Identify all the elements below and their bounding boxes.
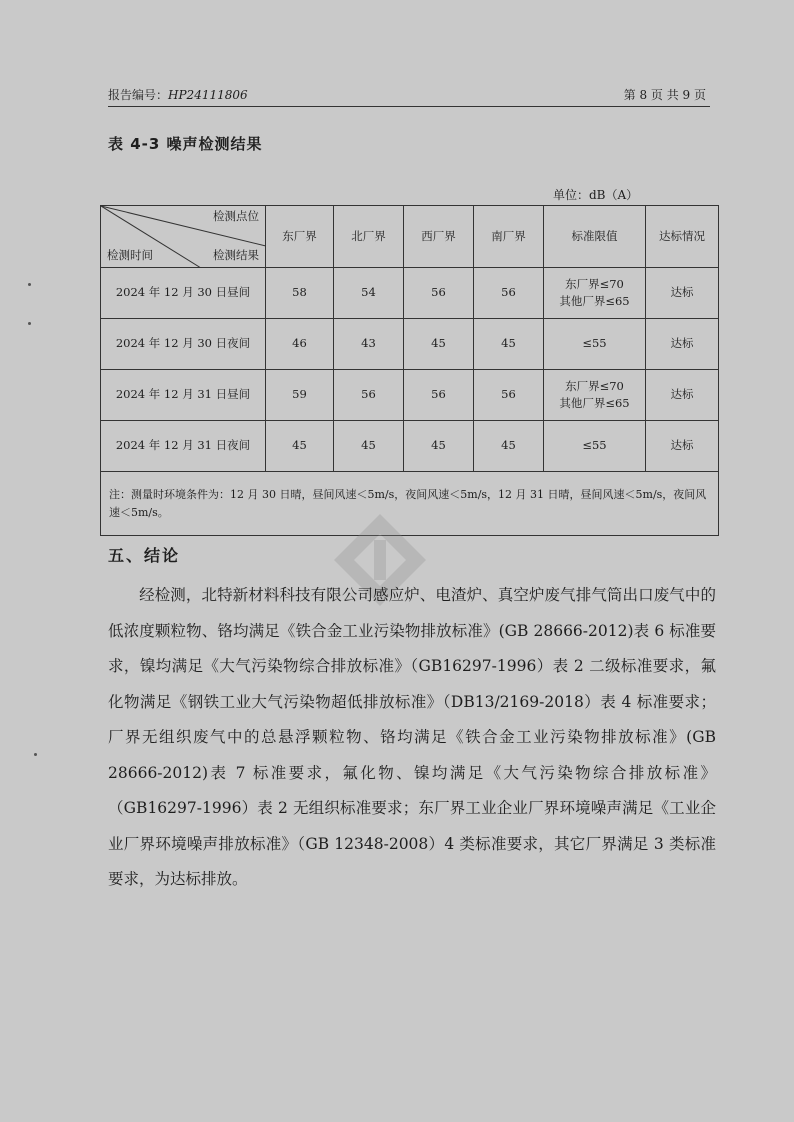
value-south: 56 [474,370,544,421]
table-row [101,421,719,472]
page-info: 第 8 页 共 9 页 [623,88,706,102]
value-north: 43 [334,319,404,370]
unit-label: 单位：dB（A） [553,188,639,202]
value-south: 56 [474,268,544,319]
report-number-label: 报告编号： [108,88,169,102]
value-east: 46 [266,319,334,370]
table-row [101,370,719,421]
status-cell: 达标 [646,319,719,370]
column-header: 标准限值 [544,206,646,268]
conclusion-text: 经检测，北特新材料科技有限公司感应炉、电渣炉、真空炉废气排气筒出口废气中的低浓度颗粒物、铬均满足《铁合金工业污染物排放标准》(GB 28666-2012)表 6 标准要求，镍均满足《大气污染物综合排放标准》（GB16297-1996）表 2 二级标准要求，氟化物满足《钢铁工业大气污染物超低排放标准》（DB13/2169-2018）表 4 标准要求；厂界无组织废气中的总悬浮颗粒物、铬均满足《铁合金工业污染物排放标准》(GB 28666-2012)表 7 标准要求，氟化物、镍均满足《大气污染物综合排放标准》（GB16297-1996）表 2 无组织标准要求；东厂界工业企业厂界环境噪声满足《工业企业厂界环境噪声排放标准》（GB 12348-2008）4 类标准要求，其它厂界满足 3 类标准要求，为达标排放。 [108,586,716,888]
value-west: 56 [404,370,474,421]
row-time: 2024 年 12 月 31 日昼间 [101,370,266,421]
column-header: 东厂界 [266,206,334,268]
table-title: 表 4-3 噪声检测结果 [108,135,263,153]
status-cell: 达标 [646,268,719,319]
limit-cell: ≤55 [544,421,646,472]
scan-speck [34,753,37,756]
column-header: 达标情况 [646,206,719,268]
limit-line: 其他厂界≤65 [559,396,630,410]
report-number-value: HP24111806 [168,88,248,102]
value-south: 45 [474,319,544,370]
column-header: 西厂界 [404,206,474,268]
value-west: 45 [404,319,474,370]
header-point-label: 检测点位 [213,209,259,223]
status-cell: 达标 [646,421,719,472]
table-row [101,268,719,319]
diagonal-header-cell [101,206,266,268]
value-east: 45 [266,421,334,472]
row-time: 2024 年 12 月 30 日夜间 [101,319,266,370]
row-time: 2024 年 12 月 31 日夜间 [101,421,266,472]
conclusion-paragraph [108,578,716,898]
limit-cell [544,268,646,319]
column-header: 北厂界 [334,206,404,268]
status-cell: 达标 [646,370,719,421]
header-result-label: 检测结果 [213,247,259,262]
value-east: 59 [266,370,334,421]
limit-cell [544,370,646,421]
page-header [108,86,710,107]
scan-speck [28,322,31,325]
limit-line: 东厂界≤70 [565,276,624,291]
table-row [101,319,719,370]
table-header-row [101,206,719,268]
table-note: 注：测量时环境条件为：12 月 30 日晴，昼间风速＜5m/s，夜间风速＜5m/s，12 月 31 日晴，昼间风速＜5m/s，夜间风速＜5m/s。 [101,472,719,536]
value-north: 54 [334,268,404,319]
limit-line: 其他厂界≤65 [559,294,630,308]
value-east: 58 [266,268,334,319]
scan-speck [28,283,31,286]
column-header: 南厂界 [474,206,544,268]
noise-table [100,205,719,536]
header-time-label: 检测时间 [107,247,153,262]
value-west: 45 [404,421,474,472]
limit-cell: ≤55 [544,319,646,370]
limit-line: 东厂界≤70 [565,378,624,393]
report-number [108,86,248,103]
row-time: 2024 年 12 月 30 日昼间 [101,268,266,319]
section-title: 五、结论 [108,546,181,565]
value-north: 56 [334,370,404,421]
value-north: 45 [334,421,404,472]
value-south: 45 [474,421,544,472]
value-west: 56 [404,268,474,319]
